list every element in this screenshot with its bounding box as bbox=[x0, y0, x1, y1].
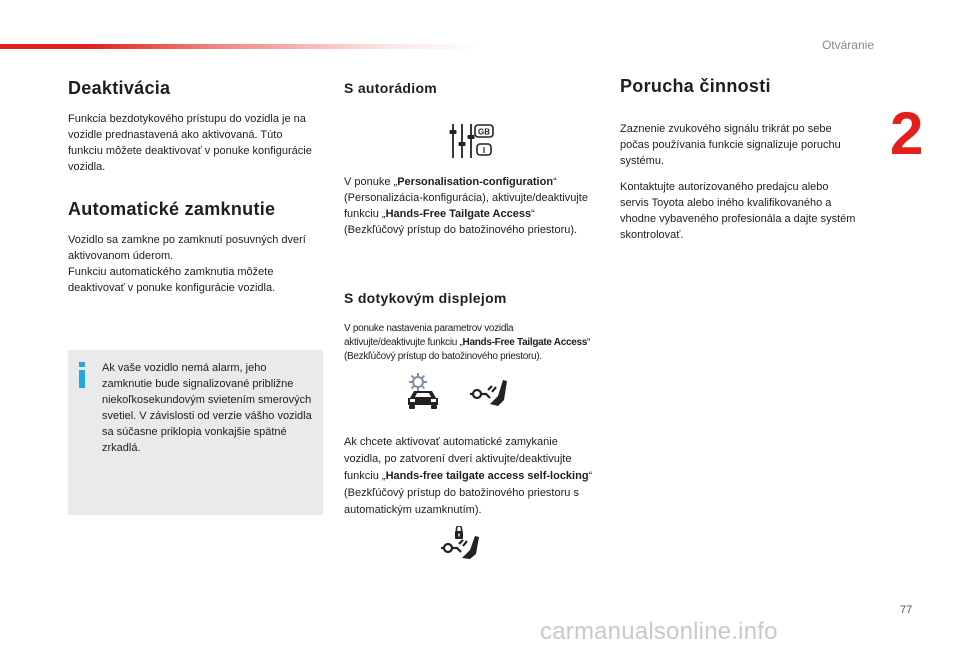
column-right bbox=[620, 76, 860, 243]
tailgate-self-locking-icon bbox=[440, 526, 482, 560]
malfunction-text-1: Zaznenie zvukového signálu trikrát po sebe počas používania funkcie signalizuje poruchu systému. bbox=[620, 123, 841, 167]
header-accent-bar bbox=[0, 44, 480, 49]
section-title-malfunction: Porucha činnosti bbox=[620, 76, 771, 96]
chapter-name: Otváranie bbox=[821, 38, 874, 52]
touchscreen-instructions: V ponuke nastavenia parametrov vozidla aktivujte/deaktivujte funkciu „Hands-Free Tailgate Access“ (Bezkľúčový prístup do batožinového priestoru). bbox=[344, 323, 591, 362]
car-settings-icon bbox=[402, 372, 444, 412]
malfunction-text-2: Kontaktujte autorizovaného predajcu alebo servis Toyota alebo iného kvalifikovaného a vhodne vybaveného profesionála a dajte systém skontrolovať. bbox=[620, 181, 856, 241]
auto-lock-text-1: Vozidlo sa zamkne po zamknutí posuvných dverí aktivovanom úderom. bbox=[68, 234, 306, 262]
radio-icon-gb-label: GB bbox=[478, 127, 490, 137]
chapter-number: 2 bbox=[890, 100, 924, 167]
radio-icon-i-label: I bbox=[482, 146, 486, 155]
info-icon bbox=[78, 362, 86, 388]
watermark: carmanualsonline.info bbox=[540, 618, 778, 645]
auto-lock-instructions: Ak chcete aktivovať automatické zamykanie vozidla, po zatvorení dverí aktivujte/deaktivujte funkciu „Hands-free tailgate access self-locking“ (Bezkľúčový prístup do batožinového priestoru s automatickým uzamknutím). bbox=[344, 436, 593, 516]
section-title-deactivation: Deaktivácia bbox=[68, 78, 171, 98]
column-left bbox=[68, 78, 318, 296]
auto-lock-text-2: Funkciu automatického zamknutia môžete deaktivovať v ponuke konfigurácie vozidla. bbox=[68, 266, 276, 294]
deactivation-text: Funkcia bezdotykového prístupu do vozidla je na vozidle prednastavená ako aktivovaná. Túto funkciu môžete deaktivovať v ponuke konfigurácie vozidla. bbox=[68, 113, 312, 173]
section-title-touchscreen: S dotykovým displejom bbox=[344, 290, 507, 306]
radio-instructions: V ponuke „Personalisation-configuration“ (Personalizácia-konfigurácia), aktivujte/deaktivujte funkciu „Hands-Free Tailgate Access“ (Bezkľúčový prístup do batožinového priestoru). bbox=[344, 176, 588, 236]
menu-settings-icon bbox=[448, 122, 496, 160]
info-box bbox=[68, 350, 323, 515]
hands-free-tailgate-icon bbox=[470, 376, 510, 408]
page-number: 77 bbox=[900, 604, 913, 616]
section-title-auto-lock: Automatické zamknutie bbox=[68, 199, 276, 219]
info-text: Ak vaše vozidlo nemá alarm, jeho zamknutie bude signalizované približne niekoľkosekundovým svietením smerových svetiel. V závislosti od verzie vášho vozidla sa súčasne priklopia vonkajšie spätné zrkadlá. bbox=[102, 362, 312, 454]
column-middle bbox=[344, 80, 596, 96]
section-title-radio: S autorádiom bbox=[344, 80, 438, 96]
